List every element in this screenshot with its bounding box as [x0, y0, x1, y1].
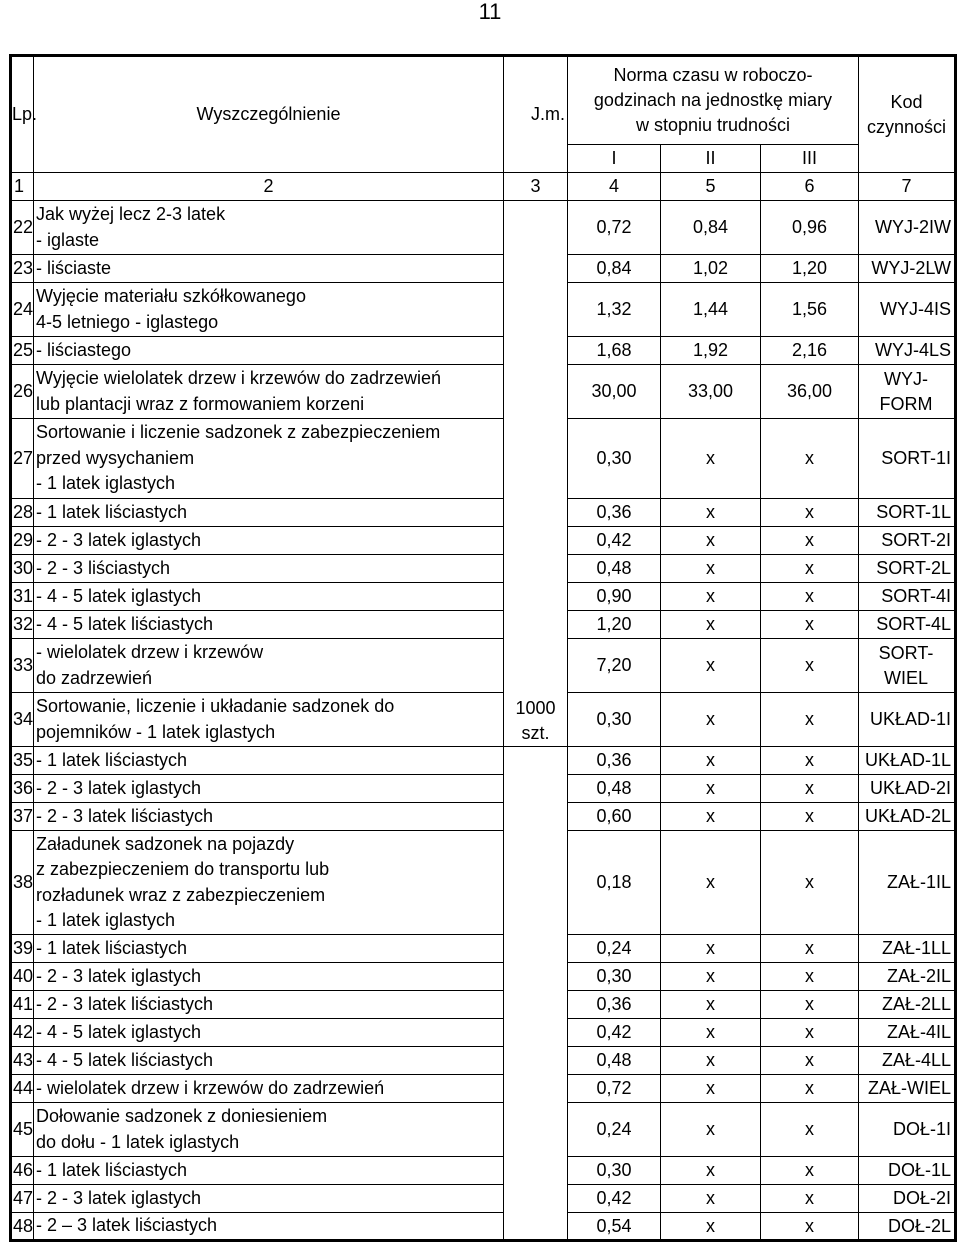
- row-activity-code: [859, 935, 956, 963]
- row-description-line: - 2 - 3 latek iglastych: [36, 777, 202, 798]
- table-row: [11, 1103, 956, 1157]
- row-activity-code-line: WYJ-2IW: [875, 217, 951, 237]
- column-number-1: 1: [11, 173, 34, 201]
- row-description-line: - 2 - 3 latek liściastych: [36, 993, 214, 1014]
- row-value-degree-2: x: [661, 963, 761, 991]
- row-value-degree-1: 0,36: [568, 747, 661, 775]
- row-activity-code: [859, 991, 956, 1019]
- table-row: [11, 991, 956, 1019]
- row-description-line: - 1 latek iglastych: [36, 910, 176, 930]
- page-number: 11: [478, 0, 502, 24]
- row-description-line: - 1 latek liściastych: [36, 937, 188, 958]
- row-lp: 44: [11, 1075, 34, 1103]
- header-degree-1: I: [568, 145, 661, 173]
- row-description: [34, 201, 504, 255]
- table-row: [11, 1019, 956, 1047]
- row-description-line: - 4 - 5 latek iglastych: [36, 585, 202, 606]
- row-value-degree-3: x: [761, 499, 859, 527]
- row-description-line: do dołu - 1 latek iglastych: [36, 1131, 240, 1152]
- row-description: [34, 831, 504, 935]
- row-description: [34, 1213, 504, 1241]
- unit-cell-empty: [504, 803, 568, 831]
- row-value-degree-2: x: [661, 1213, 761, 1241]
- row-description: [34, 365, 504, 419]
- row-activity-code-line: SORT-2I: [881, 530, 951, 550]
- unit-cell-empty: [504, 775, 568, 803]
- row-activity-code: [859, 611, 956, 639]
- row-value-degree-3: x: [761, 611, 859, 639]
- row-value-degree-1: 0,36: [568, 991, 661, 1019]
- row-value-degree-3: x: [761, 1103, 859, 1157]
- row-description-line: przed wysychaniem: [36, 447, 195, 468]
- row-value-degree-1: 0,30: [568, 419, 661, 499]
- row-description-line: - 4 - 5 latek iglastych: [36, 1021, 202, 1042]
- row-value-degree-2: x: [661, 1075, 761, 1103]
- row-lp: 32: [11, 611, 34, 639]
- row-activity-code-line: SORT-: [878, 642, 934, 663]
- row-value-degree-1: 0,60: [568, 803, 661, 831]
- row-activity-code-line: DOŁ-1I: [892, 1119, 951, 1139]
- row-lp: 48: [11, 1213, 34, 1241]
- row-activity-code-line: UKŁAD-2L: [864, 806, 951, 826]
- row-description-line: - liściaste: [36, 257, 112, 278]
- row-value-degree-1: 0,42: [568, 1185, 661, 1213]
- header-code: [859, 56, 956, 173]
- row-description-line: Sortowanie, liczenie i układanie sadzonek do: [36, 696, 395, 716]
- row-description-line: - liściastego: [36, 339, 132, 360]
- row-activity-code: [859, 201, 956, 255]
- header-description: Wyszczególnienie: [34, 56, 504, 173]
- row-description-line: pojemników - 1 latek iglastych: [36, 721, 276, 742]
- row-value-degree-1: 0,30: [568, 1157, 661, 1185]
- unit-cell-empty: [504, 1075, 568, 1103]
- unit-line2: szt.: [521, 723, 550, 743]
- row-lp: 41: [11, 991, 34, 1019]
- row-value-degree-2: 1,92: [661, 337, 761, 365]
- row-lp: 33: [11, 639, 34, 693]
- row-description: [34, 337, 504, 365]
- unit-line1: 1000: [515, 698, 556, 718]
- row-description-line: - 4 - 5 latek liściastych: [36, 1049, 214, 1070]
- row-activity-code-line: ZAŁ-4IL: [886, 1022, 951, 1042]
- row-value-degree-2: x: [661, 1103, 761, 1157]
- row-description-line: z zabezpieczeniem do transportu lub: [36, 859, 330, 879]
- row-lp: 36: [11, 775, 34, 803]
- row-description-line: Jak wyżej lecz 2-3 latek: [36, 204, 226, 224]
- header-norm-line1: Norma czasu w roboczo-: [613, 65, 813, 85]
- row-description-line: - 2 - 3 latek iglastych: [36, 529, 202, 550]
- row-description: [34, 1157, 504, 1185]
- table-row: [11, 583, 956, 611]
- table-row: [11, 803, 956, 831]
- row-description: [34, 747, 504, 775]
- row-value-degree-1: 0,42: [568, 527, 661, 555]
- row-activity-code: [859, 255, 956, 283]
- row-lp: 43: [11, 1047, 34, 1075]
- row-activity-code: [859, 1213, 956, 1241]
- row-activity-code: [859, 499, 956, 527]
- row-value-degree-1: 0,84: [568, 255, 661, 283]
- row-description: [34, 639, 504, 693]
- row-value-degree-3: x: [761, 583, 859, 611]
- row-lp: 22: [11, 201, 34, 255]
- unit-cell-empty: [504, 991, 568, 1019]
- unit-cell-empty: [504, 831, 568, 935]
- row-description: [34, 255, 504, 283]
- row-value-degree-2: x: [661, 775, 761, 803]
- row-description-line: - wielolatek drzew i krzewów do zadrzewień: [36, 1077, 385, 1098]
- row-value-degree-3: x: [761, 963, 859, 991]
- row-description-line: Wyjęcie wielolatek drzew i krzewów do zadrzewień: [36, 368, 441, 388]
- row-activity-code: [859, 803, 956, 831]
- row-value-degree-1: 0,30: [568, 963, 661, 991]
- row-value-degree-2: x: [661, 639, 761, 693]
- row-activity-code-line: UKŁAD-2I: [869, 778, 951, 798]
- row-activity-code: [859, 1019, 956, 1047]
- row-value-degree-3: x: [761, 1157, 859, 1185]
- row-value-degree-2: x: [661, 583, 761, 611]
- table-row: [11, 337, 956, 365]
- row-value-degree-1: 1,32: [568, 283, 661, 337]
- row-activity-code: [859, 365, 956, 419]
- row-value-degree-3: x: [761, 555, 859, 583]
- row-lp: 30: [11, 555, 34, 583]
- row-lp: 31: [11, 583, 34, 611]
- row-description: [34, 1075, 504, 1103]
- unit-cell-empty: [504, 1213, 568, 1241]
- row-value-degree-1: 7,20: [568, 639, 661, 693]
- row-description: [34, 1185, 504, 1213]
- row-activity-code-line: ZAŁ-2IL: [886, 966, 951, 986]
- header-code-line1: Kod: [890, 91, 923, 112]
- row-value-degree-1: 0,42: [568, 1019, 661, 1047]
- row-description-line: Załadunek sadzonek na pojazdy: [36, 833, 295, 854]
- row-description-line: - 1 latek liściastych: [36, 1159, 188, 1180]
- row-value-degree-2: x: [661, 419, 761, 499]
- row-value-degree-2: 33,00: [661, 365, 761, 419]
- row-value-degree-3: x: [761, 639, 859, 693]
- column-number-4: 4: [568, 173, 661, 201]
- row-value-degree-2: x: [661, 803, 761, 831]
- table-row: [11, 1185, 956, 1213]
- row-value-degree-1: 0,24: [568, 1103, 661, 1157]
- row-description-line: - 1 latek liściastych: [36, 501, 188, 522]
- unit-cell: [504, 201, 568, 747]
- header-unit: J.m.: [504, 56, 568, 173]
- table-row: [11, 201, 956, 255]
- row-lp: 26: [11, 365, 34, 419]
- table-row: [11, 963, 956, 991]
- row-value-degree-3: x: [761, 747, 859, 775]
- row-value-degree-3: x: [761, 693, 859, 747]
- unit-cell-empty: [504, 963, 568, 991]
- row-activity-code: [859, 527, 956, 555]
- row-activity-code: [859, 1103, 956, 1157]
- row-activity-code-line: WYJ-2LW: [871, 258, 951, 278]
- table-row: [11, 1075, 956, 1103]
- row-value-degree-2: x: [661, 527, 761, 555]
- row-description-line: - 2 – 3 latek liściastych: [36, 1215, 218, 1236]
- row-description-line: Dołowanie sadzonek z doniesieniem: [36, 1106, 328, 1126]
- row-activity-code-line: DOŁ-1L: [887, 1160, 951, 1180]
- row-value-degree-3: x: [761, 803, 859, 831]
- row-activity-code-line: WIEL: [883, 667, 928, 688]
- unit-cell-empty: [504, 1157, 568, 1185]
- row-description: [34, 803, 504, 831]
- row-value-degree-1: 0,48: [568, 1047, 661, 1075]
- column-number-3: 3: [504, 173, 568, 201]
- row-value-degree-2: x: [661, 991, 761, 1019]
- header-norm-line3: w stopniu trudności: [635, 115, 791, 135]
- row-value-degree-3: x: [761, 935, 859, 963]
- row-description-line: 4-5 letniego - iglastego: [36, 311, 219, 332]
- table-row: [11, 527, 956, 555]
- row-activity-code: [859, 831, 956, 935]
- row-lp: 24: [11, 283, 34, 337]
- table-row: [11, 255, 956, 283]
- row-value-degree-1: 0,36: [568, 499, 661, 527]
- row-value-degree-2: x: [661, 499, 761, 527]
- row-value-degree-1: 0,72: [568, 1075, 661, 1103]
- row-value-degree-3: x: [761, 831, 859, 935]
- row-description: [34, 419, 504, 499]
- row-value-degree-2: x: [661, 747, 761, 775]
- row-activity-code: [859, 337, 956, 365]
- row-activity-code: [859, 1157, 956, 1185]
- row-activity-code-line: ZAŁ-1LL: [881, 938, 951, 958]
- row-value-degree-2: x: [661, 935, 761, 963]
- table-row: [11, 775, 956, 803]
- row-description: [34, 555, 504, 583]
- row-activity-code: [859, 283, 956, 337]
- table-row: [11, 1213, 956, 1241]
- row-value-degree-2: x: [661, 831, 761, 935]
- row-activity-code: [859, 419, 956, 499]
- row-activity-code-line: WYJ-4IS: [879, 299, 951, 319]
- table-row: [11, 611, 956, 639]
- unit-cell-empty: [504, 1185, 568, 1213]
- row-value-degree-1: 0,90: [568, 583, 661, 611]
- row-activity-code: [859, 747, 956, 775]
- row-lp: 39: [11, 935, 34, 963]
- row-activity-code: [859, 693, 956, 747]
- row-description: [34, 963, 504, 991]
- row-activity-code-line: UKŁAD-1I: [869, 709, 951, 729]
- row-description-line: - iglaste: [36, 229, 100, 250]
- row-description: [34, 1019, 504, 1047]
- row-value-degree-3: x: [761, 1075, 859, 1103]
- row-lp: 46: [11, 1157, 34, 1185]
- row-value-degree-1: 0,48: [568, 775, 661, 803]
- row-value-degree-2: 1,02: [661, 255, 761, 283]
- row-value-degree-1: 0,18: [568, 831, 661, 935]
- row-description: [34, 583, 504, 611]
- row-activity-code: [859, 963, 956, 991]
- row-description: [34, 527, 504, 555]
- row-activity-code-line: DOŁ-2I: [892, 1188, 951, 1208]
- row-lp: 47: [11, 1185, 34, 1213]
- row-description-line: - 4 - 5 latek liściastych: [36, 613, 214, 634]
- row-activity-code: [859, 1047, 956, 1075]
- row-activity-code: [859, 639, 956, 693]
- row-description: [34, 283, 504, 337]
- row-description-line: Wyjęcie materiału szkółkowanego: [36, 286, 306, 306]
- header-degree-2: II: [661, 145, 761, 173]
- row-description-line: - 2 - 3 latek iglastych: [36, 965, 202, 986]
- row-description: [34, 991, 504, 1019]
- table-row: [11, 555, 956, 583]
- table-row: [11, 831, 956, 935]
- row-value-degree-1: 0,30: [568, 693, 661, 747]
- row-lp: 45: [11, 1103, 34, 1157]
- row-activity-code-line: ZAŁ-WIEL: [867, 1078, 951, 1098]
- row-value-degree-2: x: [661, 611, 761, 639]
- row-lp: 38: [11, 831, 34, 935]
- row-value-degree-3: x: [761, 991, 859, 1019]
- row-lp: 37: [11, 803, 34, 831]
- column-number-2: 2: [34, 173, 504, 201]
- row-description-line: - 1 latek iglastych: [36, 473, 176, 494]
- row-value-degree-1: 0,48: [568, 555, 661, 583]
- row-activity-code-line: SORT-4L: [876, 614, 951, 634]
- row-value-degree-2: x: [661, 1019, 761, 1047]
- row-value-degree-3: 1,56: [761, 283, 859, 337]
- header-norm-line2: godzinach na jednostkę miary: [593, 90, 833, 110]
- row-value-degree-3: x: [761, 527, 859, 555]
- row-description-line: - 1 latek liściastych: [36, 749, 188, 770]
- row-activity-code: [859, 583, 956, 611]
- row-lp: 28: [11, 499, 34, 527]
- row-activity-code-line: DOŁ-2L: [887, 1215, 951, 1236]
- table-row: [11, 499, 956, 527]
- row-value-degree-3: x: [761, 1047, 859, 1075]
- row-activity-code-line: UKŁAD-1L: [864, 750, 951, 770]
- row-value-degree-2: x: [661, 555, 761, 583]
- row-description: [34, 775, 504, 803]
- header-norm: [568, 56, 859, 145]
- table-row: [11, 283, 956, 337]
- row-activity-code-line: ZAŁ-1IL: [886, 872, 951, 892]
- row-description-line: - 2 - 3 liściastych: [36, 557, 171, 578]
- table-row: [11, 693, 956, 747]
- row-description-line: Sortowanie i liczenie sadzonek z zabezpieczeniem: [36, 422, 441, 443]
- table-row: [11, 1047, 956, 1075]
- row-description-line: - 2 - 3 latek iglastych: [36, 1187, 202, 1208]
- row-value-degree-3: 1,20: [761, 255, 859, 283]
- table-row: [11, 365, 956, 419]
- row-value-degree-2: x: [661, 1157, 761, 1185]
- header-code-line2: czynności: [866, 116, 947, 137]
- unit-cell-empty: [504, 1019, 568, 1047]
- row-value-degree-1: 0,72: [568, 201, 661, 255]
- row-activity-code: [859, 1075, 956, 1103]
- row-activity-code-line: ZAŁ-2LL: [881, 994, 951, 1014]
- row-description: [34, 1103, 504, 1157]
- row-value-degree-3: 36,00: [761, 365, 859, 419]
- row-value-degree-3: x: [761, 419, 859, 499]
- row-value-degree-2: x: [661, 693, 761, 747]
- row-activity-code-line: SORT-1I: [881, 448, 951, 468]
- row-lp: 23: [11, 255, 34, 283]
- row-lp: 29: [11, 527, 34, 555]
- table-row: [11, 419, 956, 499]
- row-value-degree-1: 1,20: [568, 611, 661, 639]
- row-description-line: - 2 - 3 latek liściastych: [36, 805, 214, 826]
- row-value-degree-3: 0,96: [761, 201, 859, 255]
- row-value-degree-3: x: [761, 1185, 859, 1213]
- row-description-line: lub plantacji wraz z formowaniem korzeni: [36, 393, 365, 414]
- row-lp: 25: [11, 337, 34, 365]
- row-value-degree-1: 1,68: [568, 337, 661, 365]
- row-description: [34, 1047, 504, 1075]
- norms-table: [9, 54, 957, 1242]
- row-value-degree-3: x: [761, 1213, 859, 1241]
- row-activity-code-line: WYJ-4LS: [874, 340, 951, 360]
- unit-cell-empty: [504, 1047, 568, 1075]
- row-value-degree-3: 2,16: [761, 337, 859, 365]
- unit-cell-empty: [504, 1103, 568, 1157]
- row-activity-code-line: SORT-1L: [876, 502, 951, 522]
- row-activity-code: [859, 555, 956, 583]
- row-lp: 40: [11, 963, 34, 991]
- row-activity-code-line: SORT-4I: [881, 586, 951, 606]
- unit-cell-empty: [504, 747, 568, 775]
- row-activity-code: [859, 1185, 956, 1213]
- table-row: [11, 1157, 956, 1185]
- row-description: [34, 611, 504, 639]
- column-number-6: 6: [761, 173, 859, 201]
- row-description: [34, 935, 504, 963]
- row-lp: 27: [11, 419, 34, 499]
- header-lp: Lp.: [11, 56, 34, 173]
- row-activity-code-line: ZAŁ-4LL: [881, 1050, 951, 1070]
- row-value-degree-3: x: [761, 1019, 859, 1047]
- column-number-7: 7: [859, 173, 956, 201]
- column-number-5: 5: [661, 173, 761, 201]
- row-value-degree-1: 0,54: [568, 1213, 661, 1241]
- row-value-degree-2: x: [661, 1185, 761, 1213]
- row-description-line: - wielolatek drzew i krzewów: [36, 642, 264, 662]
- row-description-line: do zadrzewień: [36, 667, 153, 688]
- row-value-degree-1: 0,24: [568, 935, 661, 963]
- unit-cell-empty: [504, 935, 568, 963]
- row-value-degree-2: 0,84: [661, 201, 761, 255]
- row-activity-code-line: SORT-2L: [876, 558, 951, 578]
- row-description: [34, 693, 504, 747]
- row-value-degree-1: 30,00: [568, 365, 661, 419]
- row-activity-code: [859, 775, 956, 803]
- row-activity-code-line: FORM: [879, 393, 933, 414]
- row-activity-code-line: WYJ-: [884, 368, 928, 389]
- table-row: [11, 639, 956, 693]
- row-value-degree-2: 1,44: [661, 283, 761, 337]
- header-degree-3: III: [761, 145, 859, 173]
- row-lp: 34: [11, 693, 34, 747]
- table-row: [11, 747, 956, 775]
- row-value-degree-2: x: [661, 1047, 761, 1075]
- row-lp: 35: [11, 747, 34, 775]
- row-lp: 42: [11, 1019, 34, 1047]
- row-value-degree-3: x: [761, 775, 859, 803]
- row-description: [34, 499, 504, 527]
- row-description-line: rozładunek wraz z zabezpieczeniem: [36, 884, 326, 905]
- table-row: [11, 935, 956, 963]
